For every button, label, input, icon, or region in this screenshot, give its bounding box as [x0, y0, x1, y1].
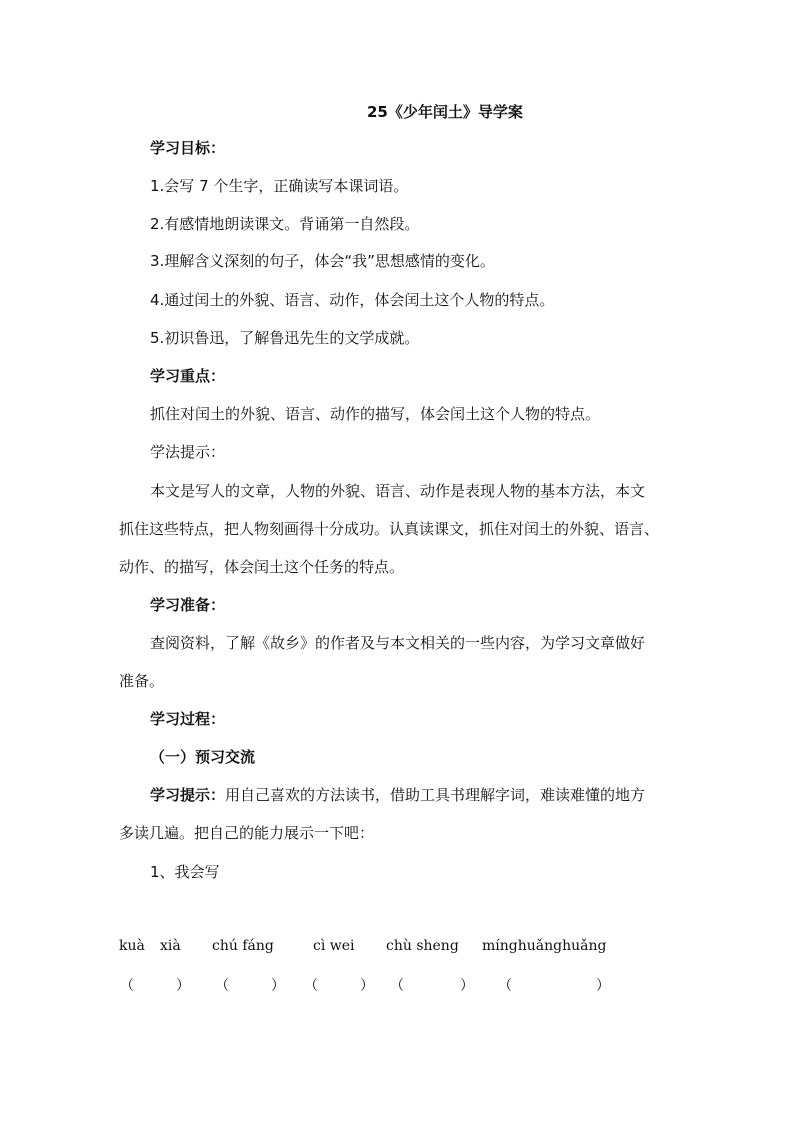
goal-item: 4.通过闰土的外貌、语言、动作，体会闰土这个人物的特点。 — [150, 291, 555, 309]
focus-heading: 学习重点： — [150, 367, 226, 385]
goal-item: 1.会写 7 个生字，正确读写本课词语。 — [150, 177, 409, 195]
method-line: 本文是写人的文章，人物的外貌、语言、动作是表现人物的基本方法，本文 — [150, 482, 646, 500]
focus-text: 抓住对闰土的外貌、语言、动作的描写，体会闰土这个人物的特点。 — [150, 405, 601, 423]
goal-item: 5.初识鲁迅，了解鲁迅先生的文学成就。 — [150, 329, 420, 347]
tip-line: 多读几遍。把自己的能力展示一下吧： — [119, 824, 375, 842]
pinyin-label: kuà — [119, 938, 145, 954]
tip-line — [150, 785, 645, 805]
prep-line: 查阅资料，了解《故乡》的作者及与本文相关的一些内容，为学习文章做好 — [150, 634, 646, 652]
method-heading: 学法提示： — [150, 443, 226, 461]
tip-label: 学习提示： — [150, 786, 226, 804]
section-heading: （一）预习交流 — [150, 748, 256, 766]
prep-line: 准备。 — [119, 672, 165, 690]
pinyin-label: chú fáng — [212, 938, 274, 954]
prep-heading: 学习准备： — [150, 596, 226, 614]
pinyin-label: cì wei — [313, 938, 355, 954]
method-line: 动作、的描写，体会闰土这个任务的特点。 — [119, 558, 405, 576]
exercise-label: 1、我会写 — [150, 863, 220, 881]
answer-blank[interactable]: （ ） — [390, 978, 474, 994]
goals-heading: 学习目标： — [150, 139, 226, 157]
page-title: 25《少年闰土》导学案 — [367, 103, 523, 121]
process-heading: 学习过程： — [150, 710, 226, 728]
goal-item: 2.有感情地朗读课文。背诵第一自然段。 — [150, 215, 420, 233]
pinyin-label: mínghuǎnghuǎng — [482, 938, 607, 954]
answer-blank[interactable]: （ ） — [120, 978, 190, 994]
answer-blank[interactable]: （ ） — [304, 978, 374, 994]
tip-text: 用自己喜欢的方法读书，借助工具书理解字词，难读难懂的地方 — [225, 786, 646, 804]
pinyin-label: chù sheng — [386, 938, 459, 954]
method-line: 抓住这些特点，把人物刻画得十分成功。认真读课文，抓住对闰土的外貌、语言、 — [119, 520, 660, 538]
answer-blank[interactable]: （ ） — [215, 978, 285, 994]
pinyin-label: xià — [160, 938, 181, 954]
answer-blank[interactable]: （ ） — [498, 978, 610, 994]
goal-item: 3.理解含义深刻的句子，体会“我”思想感情的变化。 — [150, 252, 495, 270]
